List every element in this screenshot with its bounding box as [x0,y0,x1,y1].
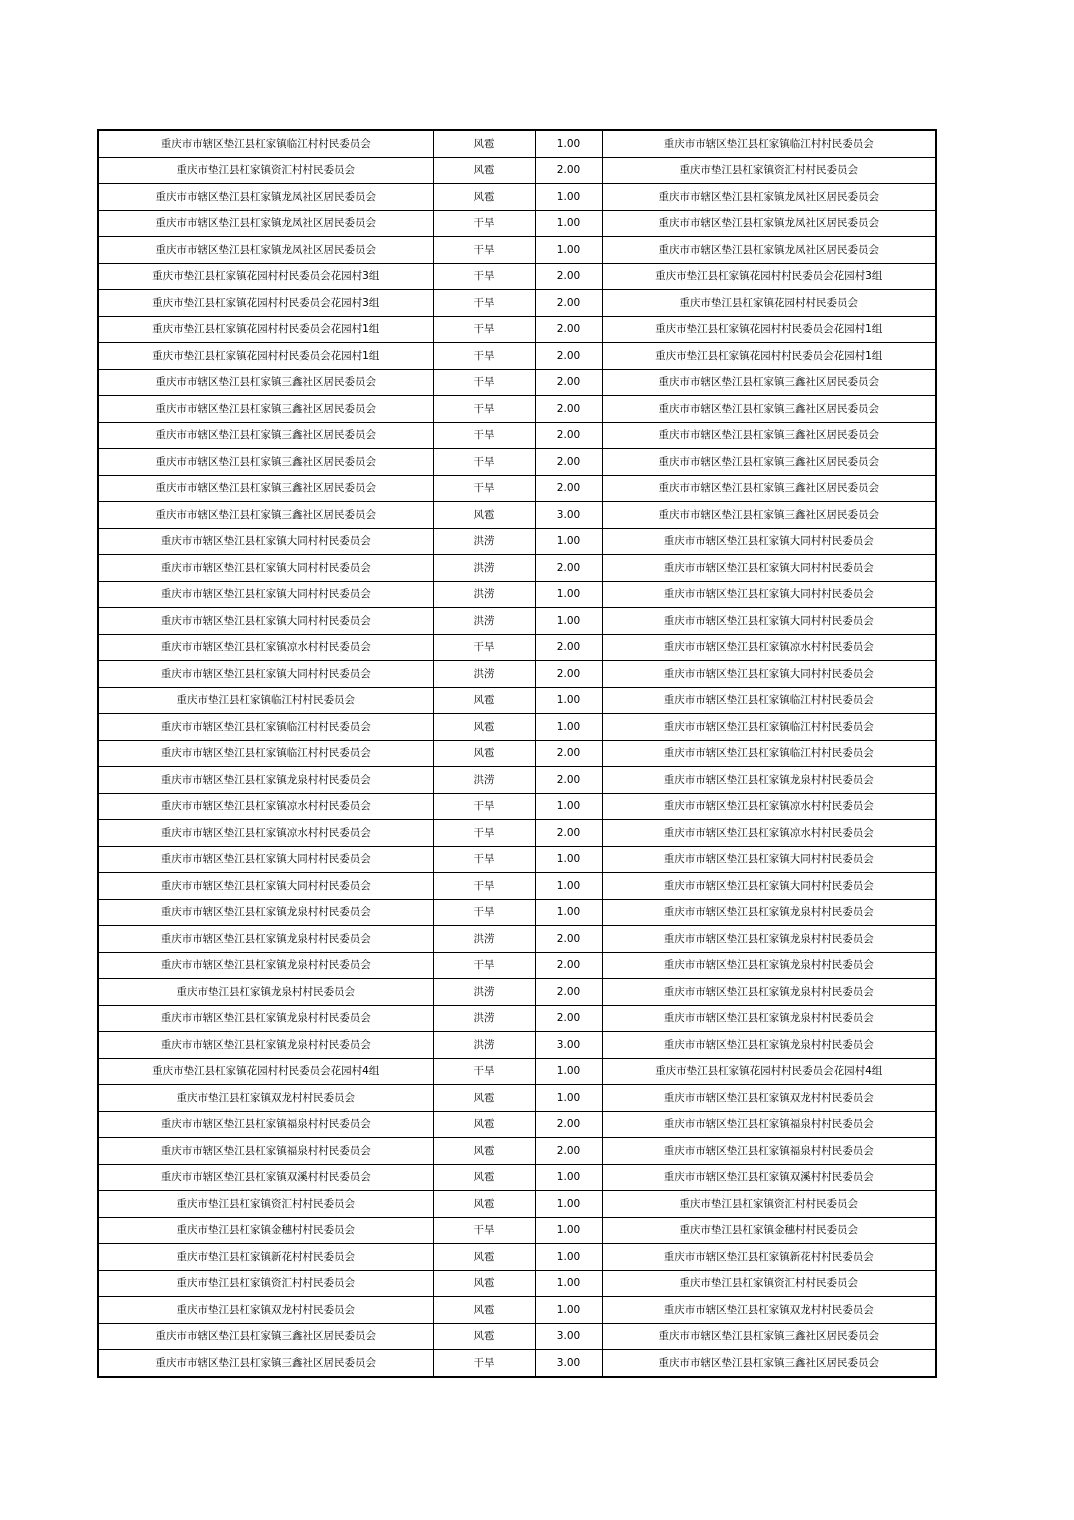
unit-cell: 重庆市市辖区垫江县杠家镇凉水村村民委员会 [602,793,936,820]
location-cell: 重庆市市辖区垫江县杠家镇大同村村民委员会 [98,608,433,635]
unit-cell: 重庆市市辖区垫江县杠家镇三鑫社区居民委员会 [602,1350,936,1377]
amount-cell: 1.00 [535,1058,602,1085]
location-cell: 重庆市市辖区垫江县杠家镇福泉村村民委员会 [98,1138,433,1165]
unit-cell: 重庆市市辖区垫江县杠家镇龙泉村村民委员会 [602,899,936,926]
disaster-type-cell: 风雹 [433,157,535,184]
amount-cell: 1.00 [535,1085,602,1112]
disaster-type-cell: 干旱 [433,396,535,423]
amount-cell: 1.00 [535,1270,602,1297]
location-cell: 重庆市市辖区垫江县杠家镇龙凤社区居民委员会 [98,237,433,264]
amount-cell: 1.00 [535,714,602,741]
table-row [98,1270,936,1297]
table-row [98,369,936,396]
disaster-type-cell: 洪涝 [433,979,535,1006]
disaster-type-cell: 洪涝 [433,528,535,555]
disaster-type-cell: 干旱 [433,846,535,873]
location-cell: 重庆市市辖区垫江县杠家镇三鑫社区居民委员会 [98,502,433,529]
disaster-type-cell: 风雹 [433,1138,535,1165]
unit-cell: 重庆市垫江县杠家镇资汇村村民委员会 [602,1191,936,1218]
unit-cell: 重庆市市辖区垫江县杠家镇临江村村民委员会 [602,714,936,741]
amount-cell: 2.00 [535,661,602,688]
table-row [98,1323,936,1350]
location-cell: 重庆市垫江县杠家镇金穗村村民委员会 [98,1217,433,1244]
amount-cell: 1.00 [535,873,602,900]
amount-cell: 2.00 [535,767,602,794]
disaster-type-cell: 风雹 [433,1270,535,1297]
unit-cell: 重庆市市辖区垫江县杠家镇龙泉村村民委员会 [602,1005,936,1032]
location-cell: 重庆市市辖区垫江县杠家镇大同村村民委员会 [98,528,433,555]
table-row [98,396,936,423]
table-row [98,1005,936,1032]
location-cell: 重庆市市辖区垫江县杠家镇大同村村民委员会 [98,873,433,900]
amount-cell: 2.00 [535,263,602,290]
disaster-type-cell: 干旱 [433,634,535,661]
unit-cell: 重庆市市辖区垫江县杠家镇临江村村民委员会 [602,687,936,714]
table-row [98,184,936,211]
disaster-type-cell: 风雹 [433,1244,535,1271]
amount-cell: 2.00 [535,343,602,370]
location-cell: 重庆市市辖区垫江县杠家镇龙泉村村民委员会 [98,1005,433,1032]
location-cell: 重庆市垫江县杠家镇花园村村民委员会花园村3组 [98,263,433,290]
table-row [98,130,936,157]
unit-cell: 重庆市垫江县杠家镇花园村村民委员会花园村1组 [602,316,936,343]
location-cell: 重庆市垫江县杠家镇资汇村村民委员会 [98,157,433,184]
disaster-type-cell: 风雹 [433,1297,535,1324]
unit-cell: 重庆市垫江县杠家镇花园村村民委员会 [602,290,936,317]
table-row [98,608,936,635]
table-row [98,979,936,1006]
table-row [98,290,936,317]
location-cell: 重庆市市辖区垫江县杠家镇三鑫社区居民委员会 [98,396,433,423]
unit-cell: 重庆市市辖区垫江县杠家镇龙凤社区居民委员会 [602,237,936,264]
location-cell: 重庆市市辖区垫江县杠家镇龙泉村村民委员会 [98,899,433,926]
disaster-type-cell: 风雹 [433,502,535,529]
table-row [98,1164,936,1191]
location-cell: 重庆市市辖区垫江县杠家镇龙凤社区居民委员会 [98,184,433,211]
amount-cell: 1.00 [535,1297,602,1324]
table-row [98,952,936,979]
unit-cell: 重庆市市辖区垫江县杠家镇大同村村民委员会 [602,581,936,608]
amount-cell: 1.00 [535,1191,602,1218]
amount-cell: 2.00 [535,820,602,847]
table-row [98,157,936,184]
unit-cell: 重庆市市辖区垫江县杠家镇龙泉村村民委员会 [602,767,936,794]
table-row [98,210,936,237]
unit-cell: 重庆市市辖区垫江县杠家镇大同村村民委员会 [602,555,936,582]
amount-cell: 2.00 [535,396,602,423]
disaster-type-cell: 风雹 [433,740,535,767]
unit-cell: 重庆市垫江县杠家镇资汇村村民委员会 [602,157,936,184]
disaster-type-cell: 洪涝 [433,661,535,688]
unit-cell: 重庆市市辖区垫江县杠家镇三鑫社区居民委员会 [602,502,936,529]
disaster-type-cell: 干旱 [433,899,535,926]
unit-cell: 重庆市垫江县杠家镇花园村村民委员会花园村4组 [602,1058,936,1085]
location-cell: 重庆市市辖区垫江县杠家镇大同村村民委员会 [98,661,433,688]
table-row [98,1058,936,1085]
table-row [98,1244,936,1271]
amount-cell: 2.00 [535,740,602,767]
amount-cell: 3.00 [535,502,602,529]
location-cell: 重庆市市辖区垫江县杠家镇凉水村村民委员会 [98,634,433,661]
unit-cell: 重庆市市辖区垫江县杠家镇龙凤社区居民委员会 [602,184,936,211]
location-cell: 重庆市垫江县杠家镇资汇村村民委员会 [98,1191,433,1218]
table-row [98,634,936,661]
amount-cell: 2.00 [535,290,602,317]
location-cell: 重庆市市辖区垫江县杠家镇龙泉村村民委员会 [98,926,433,953]
unit-cell: 重庆市市辖区垫江县杠家镇双龙村村民委员会 [602,1297,936,1324]
unit-cell: 重庆市市辖区垫江县杠家镇三鑫社区居民委员会 [602,422,936,449]
disaster-type-cell: 风雹 [433,714,535,741]
table-row [98,1217,936,1244]
location-cell: 重庆市市辖区垫江县杠家镇临江村村民委员会 [98,130,433,157]
amount-cell: 1.00 [535,237,602,264]
unit-cell: 重庆市市辖区垫江县杠家镇双龙村村民委员会 [602,1085,936,1112]
unit-cell: 重庆市市辖区垫江县杠家镇大同村村民委员会 [602,873,936,900]
unit-cell: 重庆市市辖区垫江县杠家镇大同村村民委员会 [602,661,936,688]
amount-cell: 2.00 [535,926,602,953]
location-cell: 重庆市市辖区垫江县杠家镇大同村村民委员会 [98,555,433,582]
table-row [98,449,936,476]
location-cell: 重庆市市辖区垫江县杠家镇三鑫社区居民委员会 [98,369,433,396]
table-row [98,502,936,529]
disaster-type-cell: 风雹 [433,1111,535,1138]
table-row [98,1297,936,1324]
location-cell: 重庆市垫江县杠家镇双龙村村民委员会 [98,1085,433,1112]
unit-cell: 重庆市市辖区垫江县杠家镇临江村村民委员会 [602,740,936,767]
disaster-type-cell: 干旱 [433,210,535,237]
amount-cell: 2.00 [535,157,602,184]
location-cell: 重庆市市辖区垫江县杠家镇龙泉村村民委员会 [98,767,433,794]
location-cell: 重庆市市辖区垫江县杠家镇临江村村民委员会 [98,740,433,767]
unit-cell: 重庆市市辖区垫江县杠家镇凉水村村民委员会 [602,820,936,847]
table-row [98,846,936,873]
unit-cell: 重庆市市辖区垫江县杠家镇大同村村民委员会 [602,528,936,555]
amount-cell: 2.00 [535,369,602,396]
table-row [98,1085,936,1112]
disaster-type-cell: 风雹 [433,1323,535,1350]
amount-cell: 1.00 [535,793,602,820]
amount-cell: 3.00 [535,1323,602,1350]
disaster-type-cell: 风雹 [433,687,535,714]
unit-cell: 重庆市市辖区垫江县杠家镇临江村村民委员会 [602,130,936,157]
amount-cell: 2.00 [535,1111,602,1138]
disaster-type-cell: 风雹 [433,184,535,211]
disaster-type-cell: 干旱 [433,793,535,820]
amount-cell: 1.00 [535,1217,602,1244]
disaster-type-cell: 干旱 [433,290,535,317]
unit-cell: 重庆市市辖区垫江县杠家镇龙泉村村民委员会 [602,1032,936,1059]
location-cell: 重庆市市辖区垫江县杠家镇凉水村村民委员会 [98,820,433,847]
location-cell: 重庆市垫江县杠家镇花园村村民委员会花园村1组 [98,316,433,343]
disaster-type-cell: 干旱 [433,369,535,396]
unit-cell: 重庆市市辖区垫江县杠家镇龙泉村村民委员会 [602,952,936,979]
location-cell: 重庆市市辖区垫江县杠家镇龙凤社区居民委员会 [98,210,433,237]
location-cell: 重庆市市辖区垫江县杠家镇龙泉村村民委员会 [98,952,433,979]
disaster-type-cell: 风雹 [433,130,535,157]
disaster-type-cell: 干旱 [433,952,535,979]
amount-cell: 1.00 [535,608,602,635]
table-row [98,528,936,555]
disaster-type-cell: 洪涝 [433,1032,535,1059]
table-row [98,263,936,290]
unit-cell: 重庆市市辖区垫江县杠家镇三鑫社区居民委员会 [602,475,936,502]
table-row [98,343,936,370]
location-cell: 重庆市垫江县杠家镇临江村村民委员会 [98,687,433,714]
table-row [98,1032,936,1059]
disaster-type-cell: 干旱 [433,449,535,476]
location-cell: 重庆市市辖区垫江县杠家镇三鑫社区居民委员会 [98,449,433,476]
disaster-type-cell: 洪涝 [433,767,535,794]
table-row [98,899,936,926]
location-cell: 重庆市垫江县杠家镇花园村村民委员会花园村1组 [98,343,433,370]
amount-cell: 2.00 [535,475,602,502]
disaster-type-cell: 洪涝 [433,581,535,608]
disaster-type-cell: 干旱 [433,475,535,502]
table-row [98,926,936,953]
location-cell: 重庆市市辖区垫江县杠家镇大同村村民委员会 [98,846,433,873]
unit-cell: 重庆市垫江县杠家镇花园村村民委员会花园村1组 [602,343,936,370]
location-cell: 重庆市垫江县杠家镇新花村村民委员会 [98,1244,433,1271]
unit-cell: 重庆市市辖区垫江县杠家镇大同村村民委员会 [602,608,936,635]
table-row [98,237,936,264]
amount-cell: 3.00 [535,1350,602,1377]
disaster-type-cell: 风雹 [433,1085,535,1112]
location-cell: 重庆市市辖区垫江县杠家镇临江村村民委员会 [98,714,433,741]
disaster-type-cell: 干旱 [433,873,535,900]
unit-cell: 重庆市垫江县杠家镇资汇村村民委员会 [602,1270,936,1297]
unit-cell: 重庆市垫江县杠家镇金穗村村民委员会 [602,1217,936,1244]
table-row [98,1191,936,1218]
unit-cell: 重庆市市辖区垫江县杠家镇新花村村民委员会 [602,1244,936,1271]
location-cell: 重庆市市辖区垫江县杠家镇大同村村民委员会 [98,581,433,608]
table-row [98,475,936,502]
location-cell: 重庆市市辖区垫江县杠家镇三鑫社区居民委员会 [98,1323,433,1350]
amount-cell: 1.00 [535,846,602,873]
unit-cell: 重庆市市辖区垫江县杠家镇龙泉村村民委员会 [602,979,936,1006]
data-table [97,129,937,1378]
disaster-type-cell: 洪涝 [433,555,535,582]
amount-cell: 1.00 [535,184,602,211]
disaster-type-cell: 干旱 [433,820,535,847]
amount-cell: 2.00 [535,1138,602,1165]
location-cell: 重庆市垫江县杠家镇资汇村村民委员会 [98,1270,433,1297]
disaster-type-cell: 干旱 [433,237,535,264]
disaster-type-cell: 洪涝 [433,926,535,953]
amount-cell: 2.00 [535,952,602,979]
location-cell: 重庆市市辖区垫江县杠家镇三鑫社区居民委员会 [98,422,433,449]
location-cell: 重庆市市辖区垫江县杠家镇三鑫社区居民委员会 [98,1350,433,1377]
data-sheet [97,129,935,1378]
unit-cell: 重庆市市辖区垫江县杠家镇双溪村村民委员会 [602,1164,936,1191]
amount-cell: 1.00 [535,1164,602,1191]
unit-cell: 重庆市市辖区垫江县杠家镇三鑫社区居民委员会 [602,396,936,423]
unit-cell: 重庆市市辖区垫江县杠家镇三鑫社区居民委员会 [602,369,936,396]
table-row [98,740,936,767]
unit-cell: 重庆市市辖区垫江县杠家镇大同村村民委员会 [602,846,936,873]
table-row [98,1111,936,1138]
amount-cell: 2.00 [535,634,602,661]
unit-cell: 重庆市市辖区垫江县杠家镇凉水村村民委员会 [602,634,936,661]
amount-cell: 1.00 [535,130,602,157]
amount-cell: 2.00 [535,555,602,582]
amount-cell: 1.00 [535,1244,602,1271]
table-row [98,661,936,688]
disaster-type-cell: 洪涝 [433,608,535,635]
unit-cell: 重庆市市辖区垫江县杠家镇三鑫社区居民委员会 [602,1323,936,1350]
unit-cell: 重庆市市辖区垫江县杠家镇福泉村村民委员会 [602,1138,936,1165]
disaster-type-cell: 干旱 [433,422,535,449]
amount-cell: 2.00 [535,422,602,449]
table-row [98,1350,936,1377]
disaster-type-cell: 干旱 [433,316,535,343]
location-cell: 重庆市垫江县杠家镇花园村村民委员会花园村4组 [98,1058,433,1085]
location-cell: 重庆市垫江县杠家镇花园村村民委员会花园村3组 [98,290,433,317]
table-row [98,422,936,449]
table-row [98,687,936,714]
disaster-type-cell: 干旱 [433,1350,535,1377]
unit-cell: 重庆市市辖区垫江县杠家镇福泉村村民委员会 [602,1111,936,1138]
table-row [98,767,936,794]
location-cell: 重庆市市辖区垫江县杠家镇双溪村村民委员会 [98,1164,433,1191]
amount-cell: 2.00 [535,316,602,343]
disaster-type-cell: 干旱 [433,1058,535,1085]
amount-cell: 2.00 [535,449,602,476]
location-cell: 重庆市市辖区垫江县杠家镇三鑫社区居民委员会 [98,475,433,502]
table-row [98,793,936,820]
unit-cell: 重庆市市辖区垫江县杠家镇三鑫社区居民委员会 [602,449,936,476]
disaster-type-cell: 干旱 [433,1217,535,1244]
disaster-type-cell: 风雹 [433,1191,535,1218]
disaster-type-cell: 干旱 [433,343,535,370]
location-cell: 重庆市垫江县杠家镇双龙村村民委员会 [98,1297,433,1324]
amount-cell: 1.00 [535,528,602,555]
location-cell: 重庆市市辖区垫江县杠家镇凉水村村民委员会 [98,793,433,820]
disaster-type-cell: 干旱 [433,263,535,290]
amount-cell: 2.00 [535,1005,602,1032]
location-cell: 重庆市垫江县杠家镇龙泉村村民委员会 [98,979,433,1006]
location-cell: 重庆市市辖区垫江县杠家镇龙泉村村民委员会 [98,1032,433,1059]
table-row [98,316,936,343]
table-row [98,555,936,582]
table-row [98,820,936,847]
table-row [98,714,936,741]
amount-cell: 1.00 [535,687,602,714]
amount-cell: 1.00 [535,210,602,237]
disaster-type-cell: 风雹 [433,1164,535,1191]
unit-cell: 重庆市市辖区垫江县杠家镇龙凤社区居民委员会 [602,210,936,237]
disaster-type-cell: 洪涝 [433,1005,535,1032]
table-body [98,130,936,1377]
table-row [98,1138,936,1165]
unit-cell: 重庆市垫江县杠家镇花园村村民委员会花园村3组 [602,263,936,290]
location-cell: 重庆市市辖区垫江县杠家镇福泉村村民委员会 [98,1111,433,1138]
amount-cell: 3.00 [535,1032,602,1059]
table-row [98,873,936,900]
unit-cell: 重庆市市辖区垫江县杠家镇龙泉村村民委员会 [602,926,936,953]
amount-cell: 2.00 [535,979,602,1006]
amount-cell: 1.00 [535,581,602,608]
amount-cell: 1.00 [535,899,602,926]
table-row [98,581,936,608]
